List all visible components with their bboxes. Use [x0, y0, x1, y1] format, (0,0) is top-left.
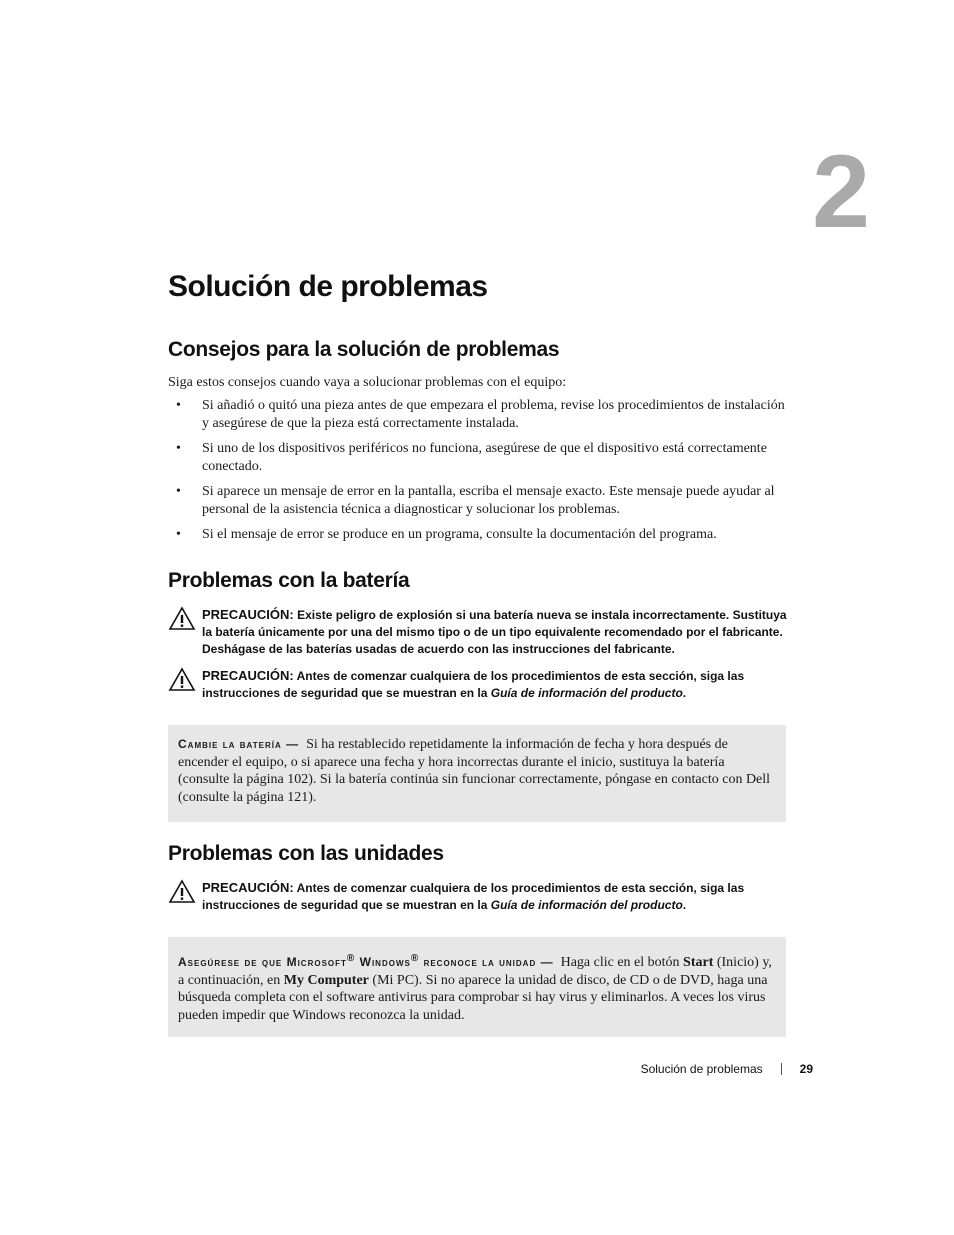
bullet-icon: •	[176, 484, 181, 499]
bullet-icon: •	[176, 398, 181, 413]
page-number: 29	[799, 1062, 813, 1076]
tips-heading: Consejos para la solución de problemas	[168, 338, 560, 361]
drives-caution: PRECAUCIÓN: Antes de comenzar cualquiera de los procedimientos de esta sección, siga las instrucciones de seguridad que se muestran en la Guía de información del producto.	[168, 879, 790, 914]
my-computer-ui-term: My Computer	[283, 972, 369, 988]
footer-divider	[781, 1063, 782, 1075]
battery-caution-1	[168, 606, 790, 658]
start-ui-term: Start	[683, 955, 714, 970]
box-title: Cambie la batería —	[178, 737, 300, 751]
caution-label: PRECAUCIÓN:	[202, 880, 294, 895]
drive-recognition-box: Asegúrese de que Microsoft® Windows® reconoce la unidad — Haga clic en el botón Start (Inicio) y, a continuación, en My Computer (Mi PC). Si no aparece la unidad de disco, de CD o de DVD, haga una búsqueda completa con el software antivirus para comprobar si hay virus y eliminarlos. A veces los virus pueden impedir que Windows reconozca la unidad.	[168, 937, 786, 1037]
product-guide-title: Guía de información del producto	[490, 686, 683, 700]
list-item: • Si aparece un mensaje de error en la pantalla, escriba el mensaje exacto. Este mensaje puede ayudar al personal de la asistencia técnica a diagnosticar y solucionar los problemas.	[176, 484, 775, 517]
caution-text: Antes de comenzar cualquiera de los procedimientos de esta sección, siga las instrucciones de seguridad que se muestran en la	[202, 881, 745, 912]
battery-heading: Problemas con la batería	[168, 569, 410, 592]
warning-icon	[168, 606, 196, 632]
list-item: • Si uno de los dispositivos periféricos no funciona, asegúrese de que el dispositivo está correctamente conectado.	[176, 441, 767, 474]
caution-text: Existe peligro de explosión si una batería nueva se instala incorrectamente. Sustituya la batería únicamente por una del mismo tipo o de un tipo equivalente recomendado por el fabricante. Deshágase de las baterías usadas de acuerdo con las instrucciones del fabricante.	[202, 608, 787, 656]
caution-text: Antes de comenzar cualquiera de los procedimientos de esta sección, siga las instrucciones de seguridad que se muestran en la	[202, 669, 745, 700]
box-title: Asegúrese de que Microsoft® Windows® reconoce la unidad —	[178, 953, 554, 969]
drives-heading: Problemas con las unidades	[168, 842, 444, 865]
warning-icon	[168, 879, 196, 905]
footer-section-title: Solución de problemas	[640, 1062, 763, 1076]
list-item: • Si el mensaje de error se produce en un programa, consulte la documentación del programa.	[176, 527, 717, 542]
tips-intro: Siga estos consejos cuando vaya a solucionar problemas con el equipo:	[168, 375, 567, 390]
caution-label: PRECAUCIÓN:	[202, 607, 294, 622]
page-title: Solución de problemas	[168, 270, 488, 303]
page-footer	[560, 1062, 813, 1076]
warning-icon	[168, 667, 196, 693]
box-text: Si ha restablecido repetidamente la información de fecha y hora después de encender el equipo, o si aparece una fecha y hora incorrectas durante el inicio, sustituya la batería (consulte la página 102). Si la batería continúa sin funcionar correctamente, póngase en contacto con Dell (consulte la página 121).	[178, 737, 771, 805]
product-guide-title: Guía de información del producto	[490, 898, 683, 912]
list-item: • Si añadió o quitó una pieza antes de que empezara el problema, revise los procedimientos de instalación y asegúrese de que la pieza está correctamente instalada.	[176, 398, 785, 431]
chapter-number: 2	[812, 134, 870, 250]
caution-label: PRECAUCIÓN:	[202, 668, 294, 683]
battery-replace-box	[168, 725, 786, 822]
bullet-icon: •	[176, 441, 181, 456]
bullet-icon: •	[176, 527, 181, 542]
battery-caution-2: PRECAUCIÓN: Antes de comenzar cualquiera de los procedimientos de esta sección, siga las instrucciones de seguridad que se muestran en la Guía de información del producto.	[168, 667, 790, 702]
tips-list	[168, 397, 788, 551]
